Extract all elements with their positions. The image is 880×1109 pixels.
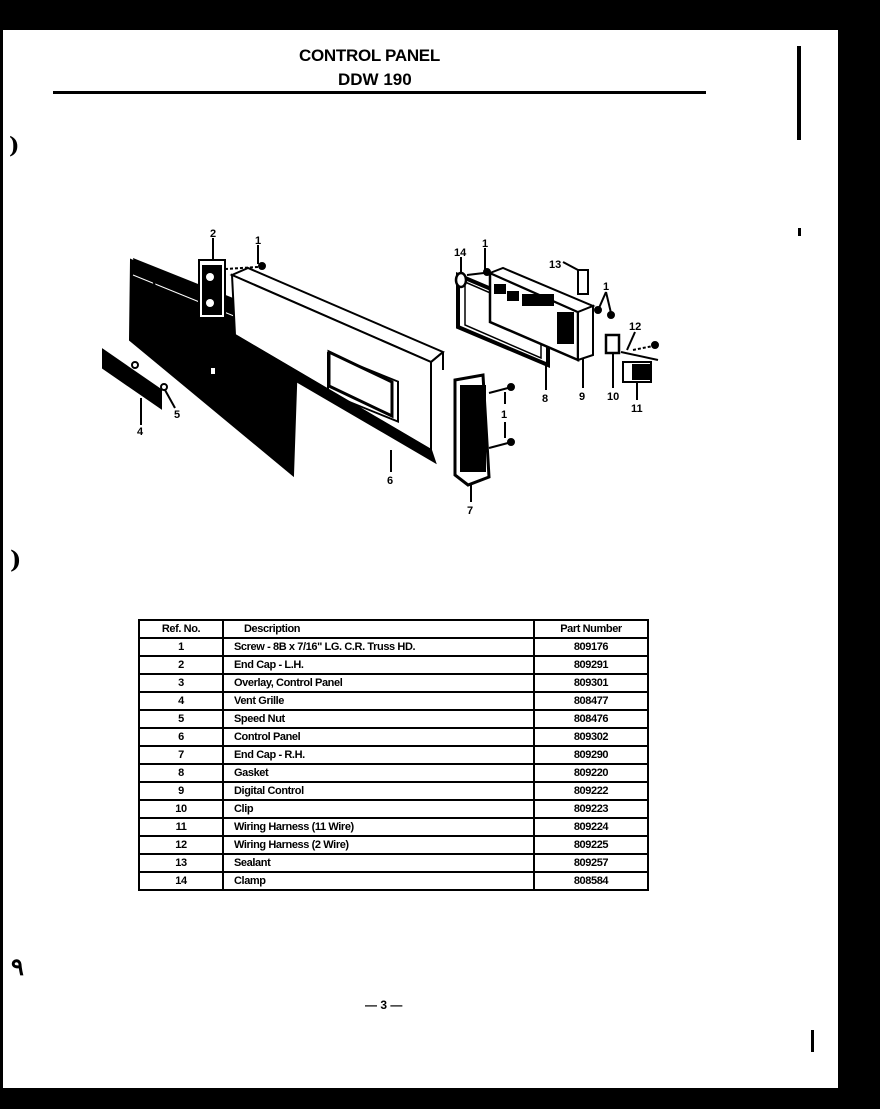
callout-7: 7	[467, 505, 474, 517]
page-title: CONTROL PANEL	[299, 46, 440, 65]
part-number: 808477	[534, 692, 648, 710]
callout-1c: 1	[603, 281, 610, 293]
callout-6: 6	[387, 475, 394, 487]
ref-no: 9	[139, 782, 223, 800]
callout-3: 3	[148, 267, 155, 279]
ref-no: 6	[139, 728, 223, 746]
part-number: 809257	[534, 854, 648, 872]
table-row	[139, 728, 648, 746]
callout-14: 14	[454, 247, 467, 259]
description: Sealant	[223, 854, 534, 872]
ref-no: 11	[139, 818, 223, 836]
part-number: 809224	[534, 818, 648, 836]
description: Gasket	[223, 764, 534, 782]
binder-mark-top: )	[9, 133, 20, 159]
part-number: 809220	[534, 764, 648, 782]
table-row	[139, 656, 648, 674]
part-number: 809290	[534, 746, 648, 764]
part-number: 809222	[534, 782, 648, 800]
document-page	[3, 30, 838, 1088]
description: Overlay, Control Panel	[223, 674, 534, 692]
callout-4: 4	[137, 426, 144, 438]
part-number: 809302	[534, 728, 648, 746]
ref-no: 1	[139, 638, 223, 656]
description: Screw - 8B x 7/16" LG. C.R. Truss HD.	[223, 638, 534, 656]
table-row	[139, 764, 648, 782]
description: End Cap - L.H.	[223, 656, 534, 674]
callout-5: 5	[174, 409, 181, 421]
ref-no: 5	[139, 710, 223, 728]
description: Speed Nut	[223, 710, 534, 728]
table-row	[139, 836, 648, 854]
header-part-number: Part Number	[534, 620, 648, 638]
callout-8: 8	[542, 393, 549, 405]
callout-13: 13	[549, 259, 562, 271]
part-number: 809176	[534, 638, 648, 656]
callout-2: 2	[210, 228, 217, 240]
table-header-row	[139, 620, 648, 638]
part-number: 808584	[534, 872, 648, 890]
table-row	[139, 872, 648, 890]
description: Clip	[223, 800, 534, 818]
part-number: 809301	[534, 674, 648, 692]
ref-no: 2	[139, 656, 223, 674]
callout-9: 9	[579, 391, 586, 403]
callout-1d: 1	[501, 409, 508, 421]
table-row	[139, 854, 648, 872]
description: Digital Control	[223, 782, 534, 800]
callout-1: 1	[255, 235, 262, 247]
table-row	[139, 782, 648, 800]
callout-10: 10	[607, 391, 620, 403]
description: Vent Grille	[223, 692, 534, 710]
margin-speck	[811, 1030, 814, 1052]
scan-border-bottom	[0, 1088, 880, 1109]
ref-no: 3	[139, 674, 223, 692]
callout-12: 12	[629, 321, 642, 333]
model-number: DDW 190	[338, 70, 412, 89]
table-row	[139, 638, 648, 656]
ref-no: 14	[139, 872, 223, 890]
ref-no: 10	[139, 800, 223, 818]
description: Clamp	[223, 872, 534, 890]
ref-no: 8	[139, 764, 223, 782]
part-number: 809291	[534, 656, 648, 674]
ref-no: 12	[139, 836, 223, 854]
description: Control Panel	[223, 728, 534, 746]
callout-11: 11	[631, 403, 643, 415]
part-number: 808476	[534, 710, 648, 728]
table-row	[139, 710, 648, 728]
ref-no: 13	[139, 854, 223, 872]
table-row	[139, 746, 648, 764]
binder-mark-bottom: ٩	[11, 952, 24, 981]
page-number: — 3 —	[365, 998, 403, 1012]
description: Wiring Harness (2 Wire)	[223, 836, 534, 854]
ref-no: 4	[139, 692, 223, 710]
header-ref-no: Ref. No.	[139, 620, 223, 638]
callout-1b: 1	[482, 238, 489, 250]
description: End Cap - R.H.	[223, 746, 534, 764]
exploded-parts-diagram	[3, 30, 838, 517]
ref-no: 7	[139, 746, 223, 764]
header-description: Description	[223, 620, 534, 638]
description: Wiring Harness (11 Wire)	[223, 818, 534, 836]
table-row	[139, 692, 648, 710]
part-number: 809225	[534, 836, 648, 854]
binder-mark-middle: )	[10, 545, 22, 574]
parts-table	[138, 619, 649, 891]
part-number: 809223	[534, 800, 648, 818]
table-row	[139, 800, 648, 818]
table-row	[139, 818, 648, 836]
table-row	[139, 674, 648, 692]
